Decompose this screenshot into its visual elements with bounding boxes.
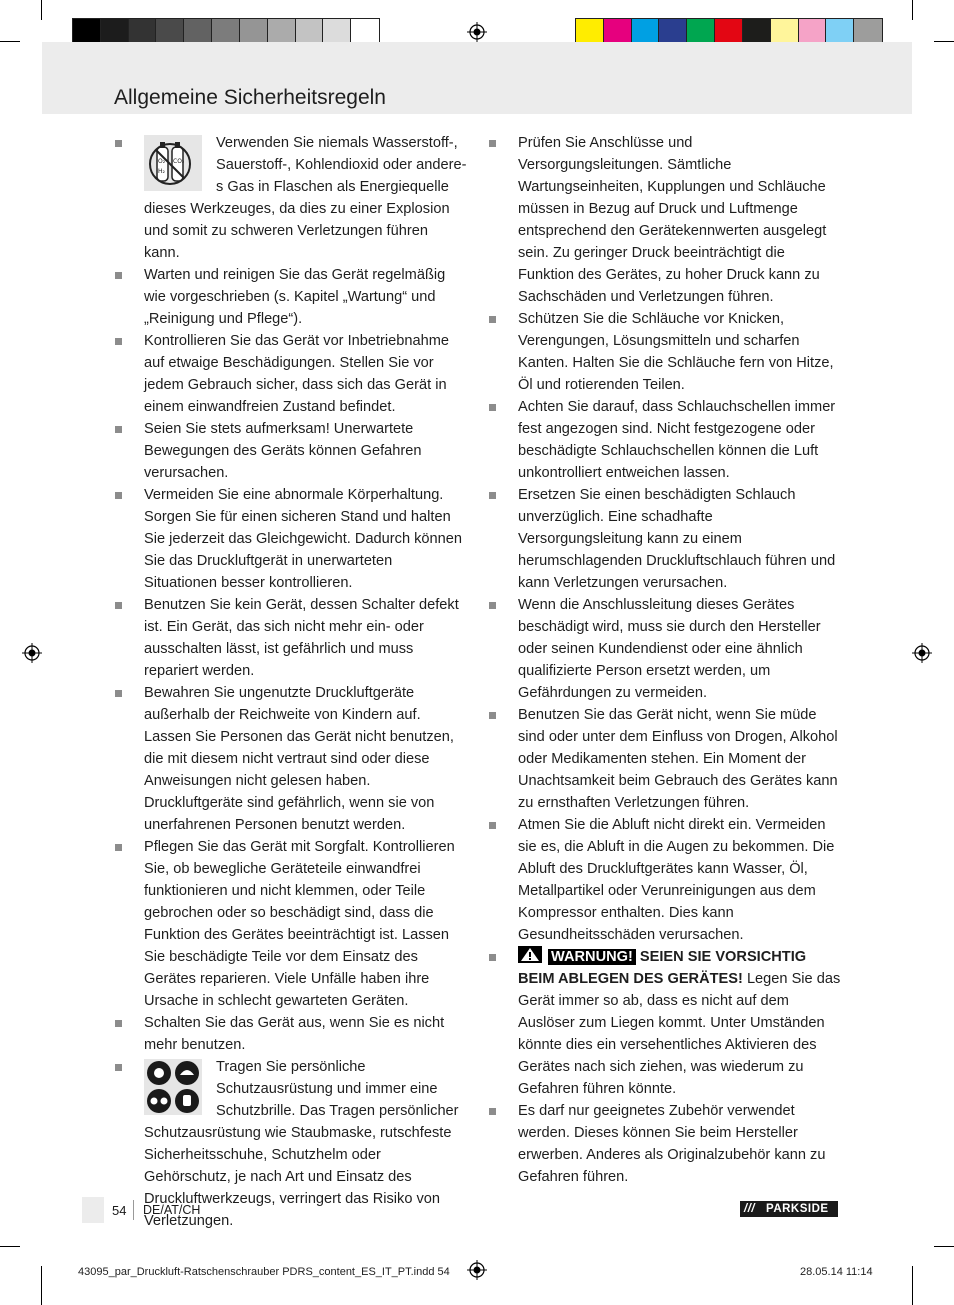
crop-mark [934,41,954,42]
list-item: Prüfen Sie Anschlüsse und Versorgungsleitungen. Sämtliche Wartungseinheiten, Kupplungen und Schläuche müssen in Bezug auf Druck und Luftmenge entsprechend den Gerätekennwerten ausgelegt sein. Zu geringer Druck beeinträchtigt die Funktion des Gerätes, zu hoher Druck kann zu Sachschäden und Verletzungen führen. [489,132,841,308]
bullet-icon [489,492,496,499]
list-item: Seien Sie stets aufmerksam! Unerwartete Bewegungen des Geräts können Gefahren verursachen. [115,418,467,484]
list-item: Tragen Sie persönliche Schutzausrüstung und immer eine Schutzbrille. Das Tragen persönlicher Schutzausrüstung wie Staubmaske, rutschfeste Sicherheitsschuhe, Schutzhelm oder Gehörschutz, je nach Art und Einsatz des Druckluftwerkzeugs, verringert das Risiko von Verletzungen. [115,1056,467,1232]
list-item: Benutzen Sie kein Gerät, dessen Schalter defekt ist. Ein Gerät, das sich nicht mehr ein- oder ausschalten lässt, ist gefährlich und muss repariert werden. [115,594,467,682]
registration-mark-icon [467,22,487,42]
bullet-icon [115,1020,122,1027]
bullet-icon [489,316,496,323]
svg-text:O₂: O₂ [158,158,166,165]
page-header [42,42,912,114]
crop-mark [41,1266,42,1305]
bullet-icon [489,822,496,829]
registration-mark-icon [22,643,42,663]
bullet-icon [115,426,122,433]
parkside-logo [740,1201,838,1217]
list-item: Schalten Sie das Gerät aus, wenn Sie es nicht mehr benutzen. [115,1012,467,1056]
crop-mark [912,0,913,20]
bullet-icon [115,1064,122,1071]
list-item: O₂ H₂ CO₂ Verwenden Sie niemals Wasserstoff-, Sauerstoff-, Kohlendioxid oder anderes Gas in Flaschen als Energiequelle dieses Werkzeuges, da dies zu einer Explosion und somit zu schweren Verletzungen führen kann. [115,132,467,264]
print-slug-file: 43095_par_Druckluft-Ratschenschrauber PDRS_content_ES_IT_PT.indd 54 [78,1266,450,1278]
logo-slashes: /// [744,1203,756,1215]
warning-label: WARNUNG! [548,949,636,965]
left-column [115,132,467,1232]
list-item: Vermeiden Sie eine abnormale Körperhaltung. Sorgen Sie für einen sicheren Stand und halten Sie jederzeit das Gleichgewicht. Dadurch können Sie das Druckluftgerät in unerwarteten Situationen besser kontrollieren. [115,484,467,594]
bullet-icon [489,954,496,961]
bullet-icon [489,712,496,719]
list-item: Pflegen Sie das Gerät mit Sorgfalt. Kontrollieren Sie, ob bewegliche Geräteteile einwandfrei funktionieren und nicht klemmen, oder Teile gebrochen oder so beschädigt sind, dass die Funktion des Gerätes beeinträchtigt ist. Lassen Sie beschädigte Teile vor dem Einsatz des Gerätes reparieren. Viele Unfälle haben ihre Ursache in schlecht gewarteten Geräten. [115,836,467,1012]
bullet-icon [115,602,122,609]
bullet-icon [489,140,496,147]
list-item: Atmen Sie die Abluft nicht direkt ein. Vermeiden sie es, die Abluft in die Augen zu bekommen. Die Abluft des Druckluftgerätes kann Wasser, Öl, Metallpartikel oder Verunreinigungen aus dem Kompressor enthalten. Dies kann Gesundheitsschäden verursachen. [489,814,841,946]
warning-item [489,946,841,1100]
personal-protective-equipment-icon [144,1059,202,1115]
logo-text: PARKSIDE [766,1203,829,1215]
crop-mark [0,41,20,42]
bullet-icon [115,140,122,147]
crop-mark [934,1246,954,1247]
list-item: Schützen Sie die Schläuche vor Knicken, Verengungen, Lösungsmitteln und scharfen Kanten. Halten Sie die Schläuche fern von Hitze, Öl und rotierenden Teilen. [489,308,841,396]
gas-cylinder-prohibited-icon [144,135,202,191]
language-code: DE/AT/CH [143,1203,201,1217]
bullet-icon [115,844,122,851]
registration-mark-icon [912,643,932,663]
right-column [489,132,841,1188]
list-item: Warten und reinigen Sie das Gerät regelmäßig wie vorgeschrieben (s. Kapitel „Wartung“ und „Reinigung und Pflege“). [115,264,467,330]
crop-mark [41,0,42,20]
bullet-icon [115,338,122,345]
list-item: Achten Sie darauf, dass Schlauchschellen immer fest angezogen sind. Nicht festgezogene oder beschädigte Schlauchschellen können die Luft unkontrolliert entweichen lassen. [489,396,841,484]
bullet-icon [115,690,122,697]
bullet-icon [115,492,122,499]
bullet-icon [489,404,496,411]
warning-triangle-icon [518,946,542,963]
list-item: Kontrollieren Sie das Gerät vor Inbetriebnahme auf etwaige Beschädigungen. Stellen Sie vor jedem Gebrauch sicher, dass sich das Gerät in einem einwandfreien Zustand befindet. [115,330,467,418]
list-item: Es darf nur geeignetes Zubehör verwendet werden. Dieses können Sie beim Hersteller erwerben. Anderes als Originalzubehör kann zu Gefahren führen. [489,1100,841,1188]
list-item: Wenn die Anschlussleitung dieses Gerätes beschädigt wird, muss sie durch den Hersteller oder seinen Kundendienst oder eine ähnlich qualifizierte Person ersetzt werden, um Gefährdungen zu vermeiden. [489,594,841,704]
crop-mark [912,1266,913,1305]
registration-mark-icon [467,1260,487,1280]
list-item: Ersetzen Sie einen beschädigten Schlauch unverzüglich. Eine schadhafte Versorgungsleitung kann zu einem herumschlagenden Druckluftschlauch führen und kann Verletzungen verursachen. [489,484,841,594]
list-item: Bewahren Sie ungenutzte Druckluftgeräte außerhalb der Reichweite von Kindern auf. Lassen Sie Personen das Gerät nicht benutzen, die mit diesem nicht vertraut sind oder diese Anweisungen nicht gelesen haben. Druckluftgeräte sind gefährlich, wenn sie von unerfahrenen Personen benutzt werden. [115,682,467,836]
page-number: 54 [112,1203,127,1218]
svg-text:CO₂: CO₂ [173,158,185,165]
crop-mark [0,1246,20,1247]
print-slug-date: 28.05.14 11:14 [800,1266,873,1278]
warning-text: Legen Sie das Gerät immer so ab, dass es nicht auf dem Auslöser zum Liegen kommt. Unter Umständen könnte dies ein versehentliches Aktivieren des Gerätes nach sich ziehen, was wiederum zu Gefahren führen könnte. [518,971,841,1097]
footer-divider [133,1200,134,1220]
footer-marker [82,1197,104,1223]
bullet-icon [115,272,122,279]
bullet-icon [489,602,496,609]
svg-text:H₂: H₂ [158,168,165,175]
page-title: Allgemeine Sicherheitsregeln [114,86,386,109]
warning-headline: SEIEN SIE VORSICHTIG BEIM ABLEGEN DES GERÄTES! [518,949,807,987]
bullet-icon [489,1108,496,1115]
list-item: Benutzen Sie das Gerät nicht, wenn Sie müde sind oder unter dem Einfluss von Drogen, Alkohol oder Medikamenten stehen. Ein Moment der Unachtsamkeit beim Gebrauch des Gerätes kann zu ernsthaften Verletzungen führen. [489,704,841,814]
